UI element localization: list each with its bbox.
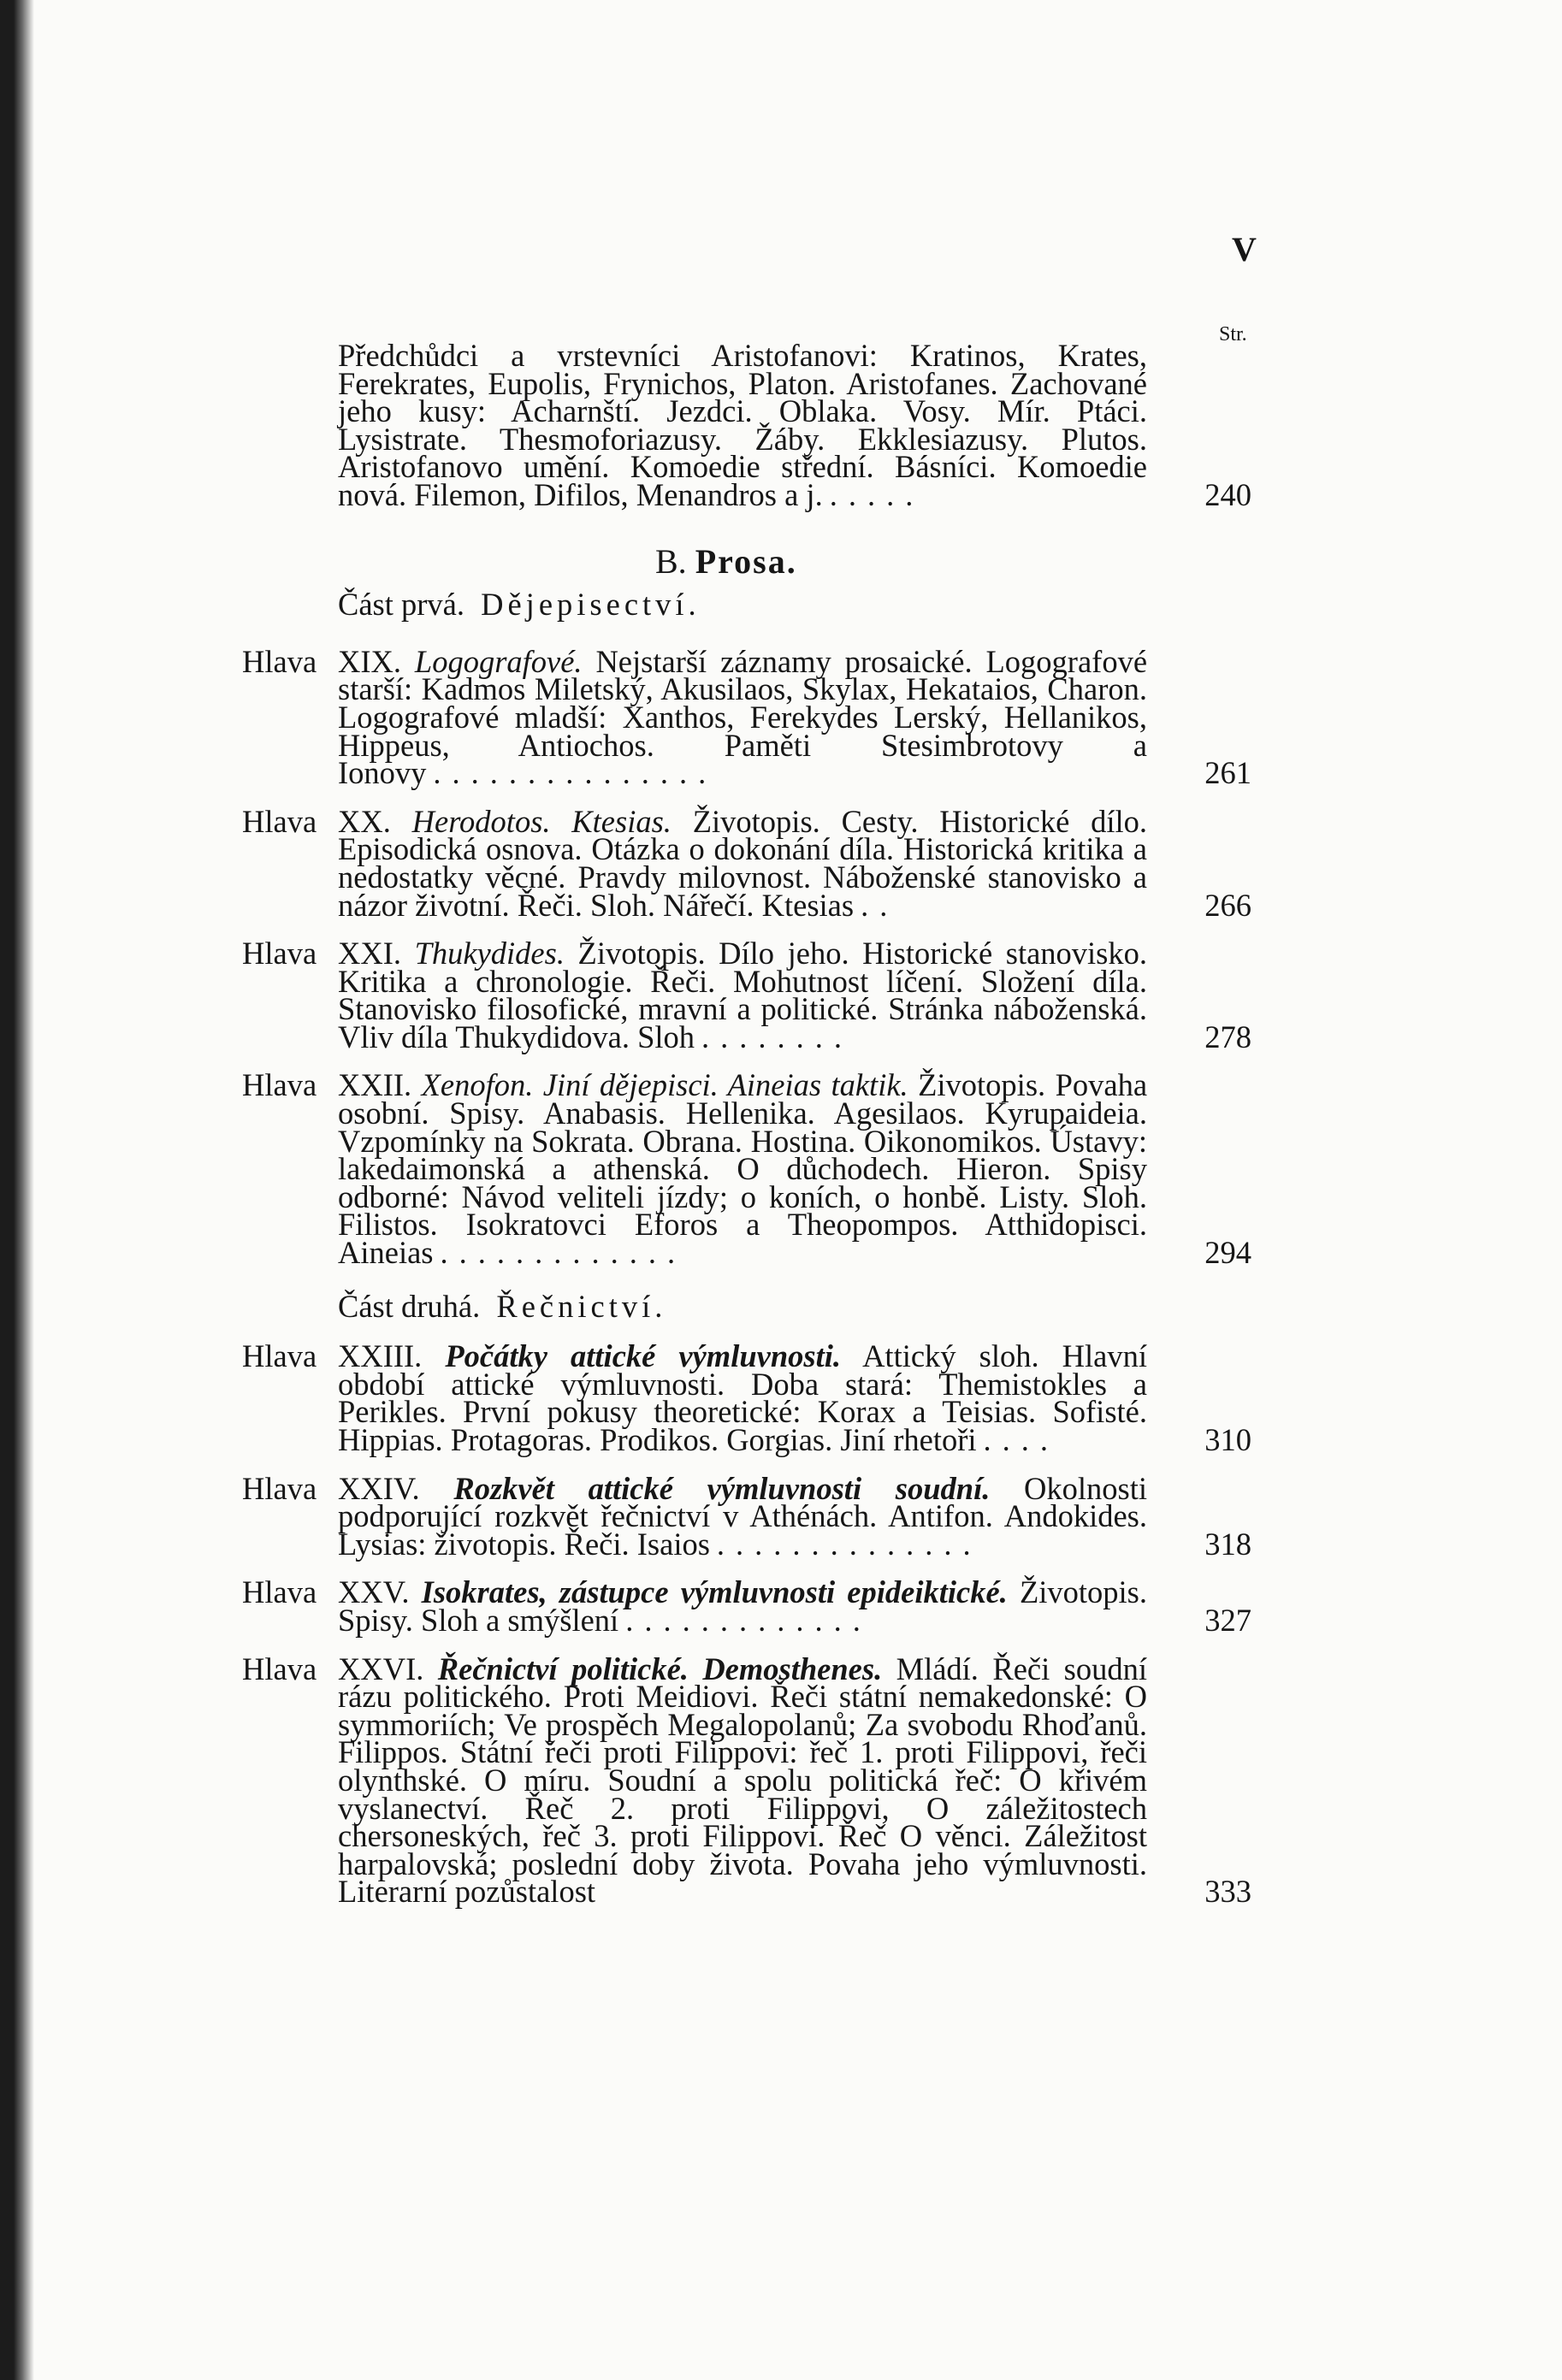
chapter-text: Životopis. Dílo jeho. Historické stanovisko. Kritika a chronologie. Řeči. Mohutnost líčení. Složení díla. Stanovisko filosofické, mravní a politické. Stránka náboženská. Vliv díla Thukydidova. Sloh (338, 936, 1148, 1054)
entry-text: Předchůdci a vrstevníci Aristofanovi: Kratinos, Krates, Ferekrates, Eupolis, Frynichos, Platon. Aristofanes. Zachované jeho kusy: Acharnští. Jezdci. Oblaka. Vosy. Mír. Ptáci. Lysistrate. Thesmoforiazusy. Žáby. Ekklesiazusy. Plutos. Aristofanovo umění. Komoedie střední. Básníci. Komoedie nová. Filemon, Difilos, Menandros a j. (338, 338, 1147, 512)
chapter-label: Hlava (242, 1574, 317, 1610)
chapter-leader: ............... (433, 755, 718, 791)
chapter-leader: .. (861, 887, 899, 923)
table-of-contents (242, 338, 1251, 1910)
chapter-label: Hlava (242, 1651, 317, 1686)
chapter-title: Thukydides. (414, 936, 565, 971)
part-title: Dějepisectví. (481, 587, 701, 623)
chapter-title: Xenofon. Jiní dějepisci. Aineias taktik. (421, 1067, 908, 1103)
toc-entry-xxvi (242, 1651, 1251, 1910)
toc-entry-xxv (242, 1574, 1251, 1638)
chapter-number: XXVI. (338, 1651, 424, 1686)
chapter-leader: ........ (701, 1019, 854, 1054)
toc-entry-xx (242, 803, 1251, 923)
chapter-number: XXIII. (338, 1338, 423, 1374)
chapter-text: Životopis. Cesty. Historické dílo. Episodická osnova. Otázka o dokonání díla. Historická kritika a nedostatky věcné. Pravdy milovnost. Náboženské stanovisko a názor životní. Řeči. Sloh. Nářečí. Ktesias (338, 803, 1148, 923)
chapter-page-number: 261 (1204, 755, 1251, 791)
chapter-leader: .... (983, 1422, 1060, 1457)
chapter-label: Hlava (242, 1470, 317, 1506)
section-heading-prosa (242, 541, 1251, 581)
toc-entry-aristofanes (242, 338, 1251, 512)
page-number-roman: V (1232, 230, 1257, 269)
toc-entry-xxi (242, 936, 1251, 1054)
chapter-title: Isokrates, zástupce výmluvnosti epideiktické. (421, 1574, 1008, 1610)
chapter-title: Počátky attické výmluvnosti. (445, 1338, 842, 1374)
chapter-title: Řečnictví politické. Demosthenes. (437, 1651, 883, 1686)
chapter-leader: ............. (625, 1602, 872, 1638)
chapter-page-number: 310 (1204, 1422, 1251, 1457)
toc-entry-xxiii (242, 1338, 1251, 1457)
part-title: Řečnictví. (496, 1288, 667, 1324)
chapter-label: Hlava (242, 936, 317, 971)
chapter-number: XIX. (338, 643, 401, 679)
chapter-page-number: 266 (1204, 887, 1251, 923)
chapter-text: Okolnosti podporující rozkvět řečnictví v Athénách. Antifon. Andokides. Lysias: životopis. Řeči. Isaios (338, 1470, 1148, 1562)
chapter-label: Hlava (242, 1067, 317, 1103)
toc-entry-xxii (242, 1067, 1251, 1271)
entry-page-number: 240 (1204, 476, 1251, 512)
toc-entry-xix (242, 643, 1251, 791)
chapter-title: Rozkvět attické výmluvnosti soudní. (453, 1470, 991, 1506)
part-prefix: Část prvá. (338, 587, 464, 623)
chapter-number: XXI. (338, 936, 401, 971)
chapter-page-number: 318 (1204, 1526, 1251, 1562)
chapter-number: XXIV. (338, 1470, 420, 1506)
part-prefix: Část druhá. (338, 1288, 481, 1324)
chapter-text: Životopis. Povaha osobní. Spisy. Anabasis. Hellenika. Agesilaos. Kyrupaideia. Vzpomínky na Sokrata. Obrana. Hostina. Oikonomikos. Ústavy: lakedaimonská a athenská. O důchodech. Hieron. Spisy odborné: Návod veliteli jízdy; o koních, o honbě. Listy. Sloh. Filistos. Isokratovci Eforos a Theopompos. Atthidopisci. Aineias (338, 1067, 1148, 1271)
part-heading-two (338, 1288, 1251, 1324)
chapter-leader: .............. (716, 1526, 982, 1562)
chapter-page-number: 333 (1204, 1874, 1251, 1910)
chapter-page-number: 327 (1204, 1602, 1251, 1638)
chapter-page-number: 278 (1204, 1019, 1251, 1054)
page-column-label: Str. (1219, 323, 1247, 345)
chapter-number: XXV. (338, 1574, 410, 1610)
section-title: Prosa. (695, 541, 797, 581)
chapter-text: Attický sloh. Hlavní období attické výmluvnosti. Doba stará: Themistokles a Perikles. První pokusy theoretické: Korax a Teisias. Sofisté. Hippias. Protagoras. Prodikos. Gorgias. Jiní rhetoři (338, 1338, 1147, 1457)
chapter-label: Hlava (242, 803, 317, 839)
part-heading-one (338, 587, 1251, 623)
chapter-label: Hlava (242, 643, 317, 679)
chapter-text: Mládí. Řeči soudní rázu politického. Proti Meidiovi. Řeči státní nemakedonské: O symmoriích; Ve prospěch Megalopolanů; Za svobodu Rhoďanů. Filippos. Státní řeči proti Filippovi: řeč 1. proti Filippovi, řeči olynthské. O míru. Soudní a spolu politická řeč: O křivém vyslanectví. Řeč 2. proti Filippovi, O záležitostech chersoneských, řeč 3. proti Filippovi. Řeč O věnci. Záležitost harpalovská; poslední doby života. Povaha jeho výmluvnosti. Literarní pozůstalost (338, 1651, 1148, 1910)
entry-leader: ..... (829, 476, 925, 512)
chapter-label: Hlava (242, 1338, 317, 1374)
chapter-number: XXII. (338, 1067, 412, 1103)
section-prefix: B. (655, 541, 687, 581)
chapter-text: Životopis. Spisy. Sloh a smýšlení (338, 1574, 1147, 1638)
chapter-title: Logografové. (414, 643, 583, 679)
chapter-leader: ............. (440, 1235, 687, 1271)
scan-edge-shadow (0, 0, 34, 2380)
chapter-number: XX. (338, 803, 391, 839)
chapter-text: Nejstarší záznamy prosaické. Logografové starší: Kadmos Miletský, Akusilaos, Skylax, Hekataios, Charon. Logografové mladší: Xanthos, Ferekydes Lerský, Hellanikos, Hippeus, Antiochos. Paměti Stesimbrotovy a Ionovy (338, 643, 1148, 791)
toc-entry-xxiv (242, 1470, 1251, 1562)
chapter-page-number: 294 (1204, 1235, 1251, 1271)
chapter-title: Herodotos. Ktesias. (411, 803, 672, 839)
